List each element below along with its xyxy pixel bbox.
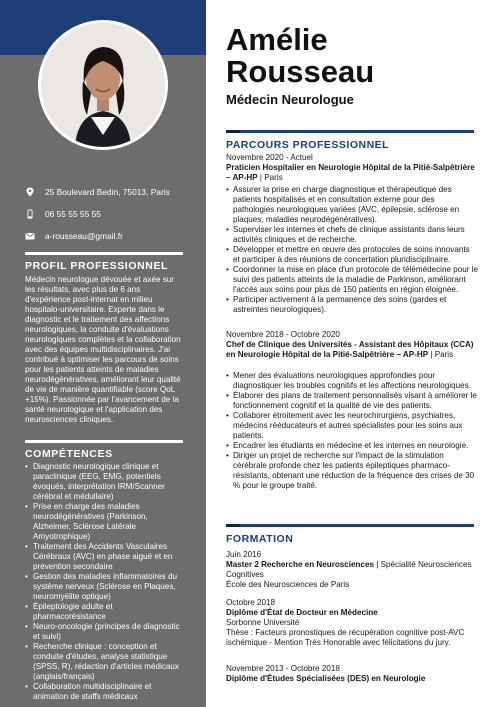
job-2-bullet: • Élaborer des plans de traitement personnalisés visant à améliorer le fonctionnement cognitif et la qualité de vie des patients.	[226, 391, 478, 411]
job-2-bullet: • Mener des évaluations neurologiques approfondies pour diagnostiquer les troubles cognitifs et les affections neurologiques.	[226, 371, 478, 391]
education-1-title: Master 2 Recherche en Neurosciences	[226, 560, 375, 569]
education-1-school: École des Neurosciences de Paris	[226, 580, 350, 589]
job-1-bullet: • Participer activement à la permanence des soins (gardes et astreintes neurologiques).	[226, 295, 478, 315]
job-2-place: | Paris	[428, 350, 454, 359]
skills-list	[25, 462, 185, 702]
education-2-thesis: Thèse : Facteurs pronostiques de récupération cognitive post-AVC ischémique - Mention Très Honorable avec félicitations du jury.	[226, 628, 465, 647]
job-2-title: Chef de Clinique des Universités - Assistant des Hôpitaux (CCA) en Neurologie Hôpital de la Pitié-Salpêtrière – AP-HP	[226, 340, 474, 359]
skills-heading: COMPÉTENCES	[25, 448, 113, 460]
education-1-dates: Juin 2016	[226, 550, 262, 559]
education-divider	[226, 524, 474, 527]
job-1-bullet: • Superviser les internes et chefs de clinique assistants dans leurs activités cliniques et de recherche.	[226, 225, 478, 245]
education-1-suffix: | Spécialité Neurosciences Cognitives	[226, 560, 472, 579]
job-title: Médecin Neurologue	[226, 92, 354, 107]
skill-item: • Collaboration multidisciplinaire et animation de staffs médicaux	[25, 682, 185, 702]
education-3-title: Diplôme d'Études Spécialisées (DES) en Neurologie	[226, 674, 426, 683]
job-1-title-line	[226, 163, 476, 183]
contact-email	[25, 225, 200, 247]
job-2-header	[226, 330, 476, 360]
skill-item: • Recherche clinique : conception et conduite d'études, analyse statistique (SPSS, R), rédaction d'articles médicaux (anglais/français)	[25, 642, 185, 682]
skills-divider	[25, 440, 183, 443]
contact-phone	[25, 203, 200, 225]
sidebar	[0, 0, 206, 707]
job-1-bullet: • Assurer la prise en charge diagnostique et thérapeutique des patients hospitalisés et en consultation externe pour des pathologies neurologiques variées (AVC, épilepsie, sclérose en plaques, maladies neurodégénératives).	[226, 185, 478, 225]
education-1-title-line	[226, 560, 476, 580]
job-1-bullets	[226, 185, 478, 315]
skill-item: • Neuro-oncologie (principes de diagnostic et suivi)	[25, 622, 185, 642]
job-1-bullet: • Coordonner la mise en place d'un protocole de télémédecine pour le suivi des patients atteints de la maladie de Parkinson, améliorant l'accès aux soins pour plus de 150 patients en région éloignée.	[226, 265, 478, 295]
location-pin-icon	[25, 187, 35, 197]
job-2-bullet: • Diriger un projet de recherche sur l'impact de la stimulation cérébrale profonde chez les patients épileptiques pharmaco-résistants, obtenant une réduction de la fréquence des crises de 30 % pour le groupe traité.	[226, 451, 478, 491]
job-2-title-line	[226, 340, 476, 360]
job-1-title: Praticien Hospitalier en Neurologie Hôpital de la Pitié-Salpêtrière – AP-HP	[226, 163, 475, 182]
job-1-dates: Novembre 2020 - Actuel	[226, 153, 313, 162]
phone-text[interactable]: 06 55 55 55 55	[45, 209, 101, 219]
profile-photo	[38, 20, 168, 150]
profile-text: Médecin neurologue dévouée et axée sur les résultats, avec plus de 6 ans d'expérience post-internat en milieu hospitalo-universitaire. Experte dans le diagnostic et le traitement des affections neurologiques, la conduite d'évaluations neurologiques complètes et la collaboration avec des équipes multidisciplinaires. J'ai contribué à optimiser les parcours de soins pour les patients atteints de maladies neurodégénératives, améliorant leur qualité de vie de manière quantifiable (score QoL +15%). Passionnée par l'avancement de la santé neurologique et l'application des neurosciences cliniques.	[25, 275, 181, 424]
candidate-name	[226, 24, 374, 88]
profile-divider	[25, 252, 183, 255]
skill-item: • Gestion des maladies inflammatoires du système nerveux (Sclérose en Plaques, neuromyélite optique)	[25, 572, 185, 602]
skill-item: • Prise en charge des maladies neurodégénératives (Parkinson, Alzheimer, Sclérose Latérale Amyotrophique)	[25, 502, 185, 542]
job-1-header	[226, 153, 476, 183]
education-item-1	[226, 550, 476, 590]
education-item-3	[226, 664, 476, 684]
job-1-bullet: • Développer et mettre en œuvre des protocoles de soins innovants et participer à des réunions de concertation pluridisciplinaire.	[226, 245, 478, 265]
last-name: Rousseau	[226, 54, 375, 89]
job-2-bullet: • Collaborer étroitement avec les neurochirurgiens, psychiatres, médecins rééducateurs et autres spécialistes pour les soins aux patients.	[226, 411, 478, 441]
education-2-title: Diplôme d'État de Docteur en Médecine	[226, 608, 378, 617]
experience-divider	[226, 130, 474, 133]
education-item-2	[226, 598, 476, 648]
portrait-image	[41, 23, 165, 147]
email-text[interactable]: a-rousseau@gmail.fr	[45, 231, 123, 241]
skill-item: • Diagnostic neurologique clinique et paraclinique (EEG, EMG, potentiels évoqués, interprétation IRM/Scanner cérébral et médullaire)	[25, 462, 185, 502]
skill-item: • Épileptologie adulte et pharmacorésistance	[25, 602, 185, 622]
education-3-title-line	[226, 674, 476, 684]
contact-block	[25, 181, 200, 247]
education-3-dates: Novembre 2013 - Octobre 2018	[226, 664, 340, 673]
job-2-dates: Novembre 2018 - Octobre 2020	[226, 330, 340, 339]
phone-icon	[25, 209, 35, 219]
profile-heading: PROFIL PROFESSIONNEL	[25, 260, 169, 272]
education-2-school: Sorbonne Université	[226, 618, 300, 627]
skill-item: • Traitement des Accidents Vasculaires Cérébraux (AVC) en phase aiguë et en prévention secondaire	[25, 542, 185, 572]
experience-heading: PARCOURS PROFESSIONNEL	[226, 139, 390, 151]
contact-address	[25, 181, 200, 203]
education-2-title-line	[226, 608, 476, 618]
first-name: Amélie	[226, 22, 328, 57]
job-2-bullet: • Encadrer les étudiants en médecine et les internes en neurologie.	[226, 441, 478, 451]
education-heading: FORMATION	[226, 533, 294, 545]
job-2-bullets	[226, 371, 478, 491]
job-1-place: | Paris	[257, 173, 283, 182]
address-text: 25 Boulevard Bedin, 75013, Paris	[45, 187, 170, 197]
education-2-dates: Octobre 2018	[226, 598, 276, 607]
email-icon	[25, 231, 35, 241]
